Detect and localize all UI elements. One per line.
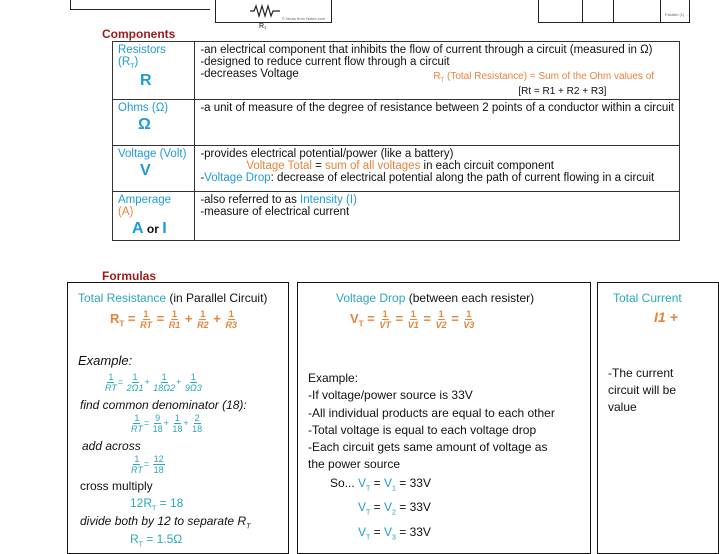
box2-title: Voltage Drop (between each resister) [336, 291, 535, 305]
total-resistance-note: $R_T$ (Total Resistance) = Sum of the Ohm values of [433, 71, 655, 84]
watermark: © Ideas from Notes.com [282, 16, 326, 21]
box3-formula: I1 + [654, 309, 678, 325]
box1-example-eq4: $12R_T = 18$ [130, 496, 184, 513]
ohms-symbol: Ω [138, 116, 151, 133]
box1-example-eq3: $\frac{1}{RT}$ = $\frac{12}{18}$ [131, 454, 164, 475]
table-row [113, 42, 680, 100]
box3-title: Total Current [613, 291, 682, 305]
amperage-cell: Amperage (A) A or I [113, 192, 195, 241]
fraction: $\frac{1}{VT}$ [379, 309, 391, 330]
rt-formula: [Rt = R1 + R2 + R3] [518, 86, 607, 97]
total-current-box [597, 282, 719, 554]
box1-step2: add across [82, 439, 141, 453]
box1-step4: divide both by 12 to separate $R_T$ [80, 514, 251, 531]
resistors-desc: -an electrical component that inhibits the flow of current through a circuit (measured in Ω) -designed to reduce current flow through a circuit -decreases Voltage $R_T$ (Total Resistance) = Sum of the Ohm values of [Rt = R1 + R2 + R3] [195, 42, 680, 100]
ohms-name: Ohms (Ω) [118, 102, 169, 114]
resistors-symbol: R [140, 72, 152, 90]
fraction: $\frac{1}{R1}$ [168, 309, 181, 330]
formulas-heading: Formulas [102, 269, 157, 283]
ohms-desc: -a unit of measure of the degree of resistance between 2 points of a conductor within a circuit [195, 100, 680, 146]
components-heading: Components [102, 27, 176, 41]
box2-eqs: So... $V_T = V_1 = 33V$ $V_T = V_2 = 33V$ $V_T = V_3 = 33V$ [330, 476, 431, 542]
fraction: $\frac{1}{R2}$ [197, 309, 209, 330]
box1-example-eq1: $\frac{1}{RT}$ = $\frac{1}{2\Omega 1}$ + $\frac{1}{18\Omega 2}$ + $\frac{1}{9\Omega 3}$ [105, 372, 202, 393]
top-right-divider-2 [613, 0, 614, 22]
box1-example-eq2: $\frac{1}{RT}$ = $\frac{9}{18}$ + $\frac{1}{18}$ + $\frac{2}{18}$ [131, 413, 203, 434]
fraction: $\frac{1}{RT}$ [140, 309, 152, 330]
box1-step3: cross multiply [80, 479, 153, 493]
box3-text: -The current circuit will be value [608, 366, 677, 414]
amperage-name: Amperage [118, 194, 172, 206]
table-row [113, 100, 680, 146]
resistors-name: Resistors (R [118, 44, 166, 68]
total-resistance-box [67, 282, 289, 554]
voltage-cell [113, 146, 195, 192]
resistor-symbol-icon [250, 4, 280, 18]
ohms-cell [113, 100, 195, 146]
fraction: $\frac{1}{V1}$ [407, 309, 419, 330]
top-right-divider-3 [660, 0, 661, 22]
amperage-symbol-a: A [132, 220, 144, 237]
top-right-divider-1 [582, 0, 583, 22]
box2-text: Example: -If voltage/power source is 33V -All individual products are equal to each other -Total voltage is equal to each voltage drop -Each circuit gets same amount of voltage as the power source [308, 371, 555, 472]
voltage-name: Voltage (Volt) [118, 148, 187, 160]
table-row [113, 192, 680, 241]
fraction: $\frac{1}{V3}$ [463, 309, 475, 330]
box1-title: Total Resistance (in Parallel Circuit) [78, 291, 268, 305]
resistors-cell: Resistors $(R_T)$ R [113, 42, 195, 100]
box1-step1: find common denominator (18): [80, 398, 247, 412]
box1-formula: $R_T$ = $\frac{1}{RT}$ = $\frac{1}{R1}$ + $\frac{1}{R2}$ + $\frac{1}{R3}$ [110, 309, 237, 330]
amperage-desc: -also referred to as Intensity (I) -measure of electrical current [195, 192, 680, 241]
corner-note: Parallel (1) ... [665, 12, 689, 17]
resistor-label: R₁ [259, 23, 267, 30]
table-row [113, 146, 680, 192]
top-circuit-line-bottom [70, 9, 210, 10]
voltage-symbol: V [140, 162, 151, 179]
amperage-symbol-i: I [162, 220, 167, 237]
box1-example-eq5: $R_T = 1.5\Omega$ [130, 532, 183, 549]
box1-example-label: Example: [78, 353, 133, 368]
components-table [112, 41, 680, 241]
voltage-drop-box [297, 282, 591, 554]
fraction: $\frac{1}{V2}$ [435, 309, 447, 330]
fraction: $\frac{1}{R3}$ [225, 309, 237, 330]
voltage-desc: -provides electrical potential/power (like a battery) Voltage Total = sum of all voltages in each circuit component -Voltage Drop: decrease of electrical potential along the path of current flowing in a circuit [195, 146, 680, 192]
box2-formula: $V_T$ = $\frac{1}{VT}$ = $\frac{1}{V1}$ = $\frac{1}{V2}$ = $\frac{1}{V3}$ [350, 309, 475, 330]
